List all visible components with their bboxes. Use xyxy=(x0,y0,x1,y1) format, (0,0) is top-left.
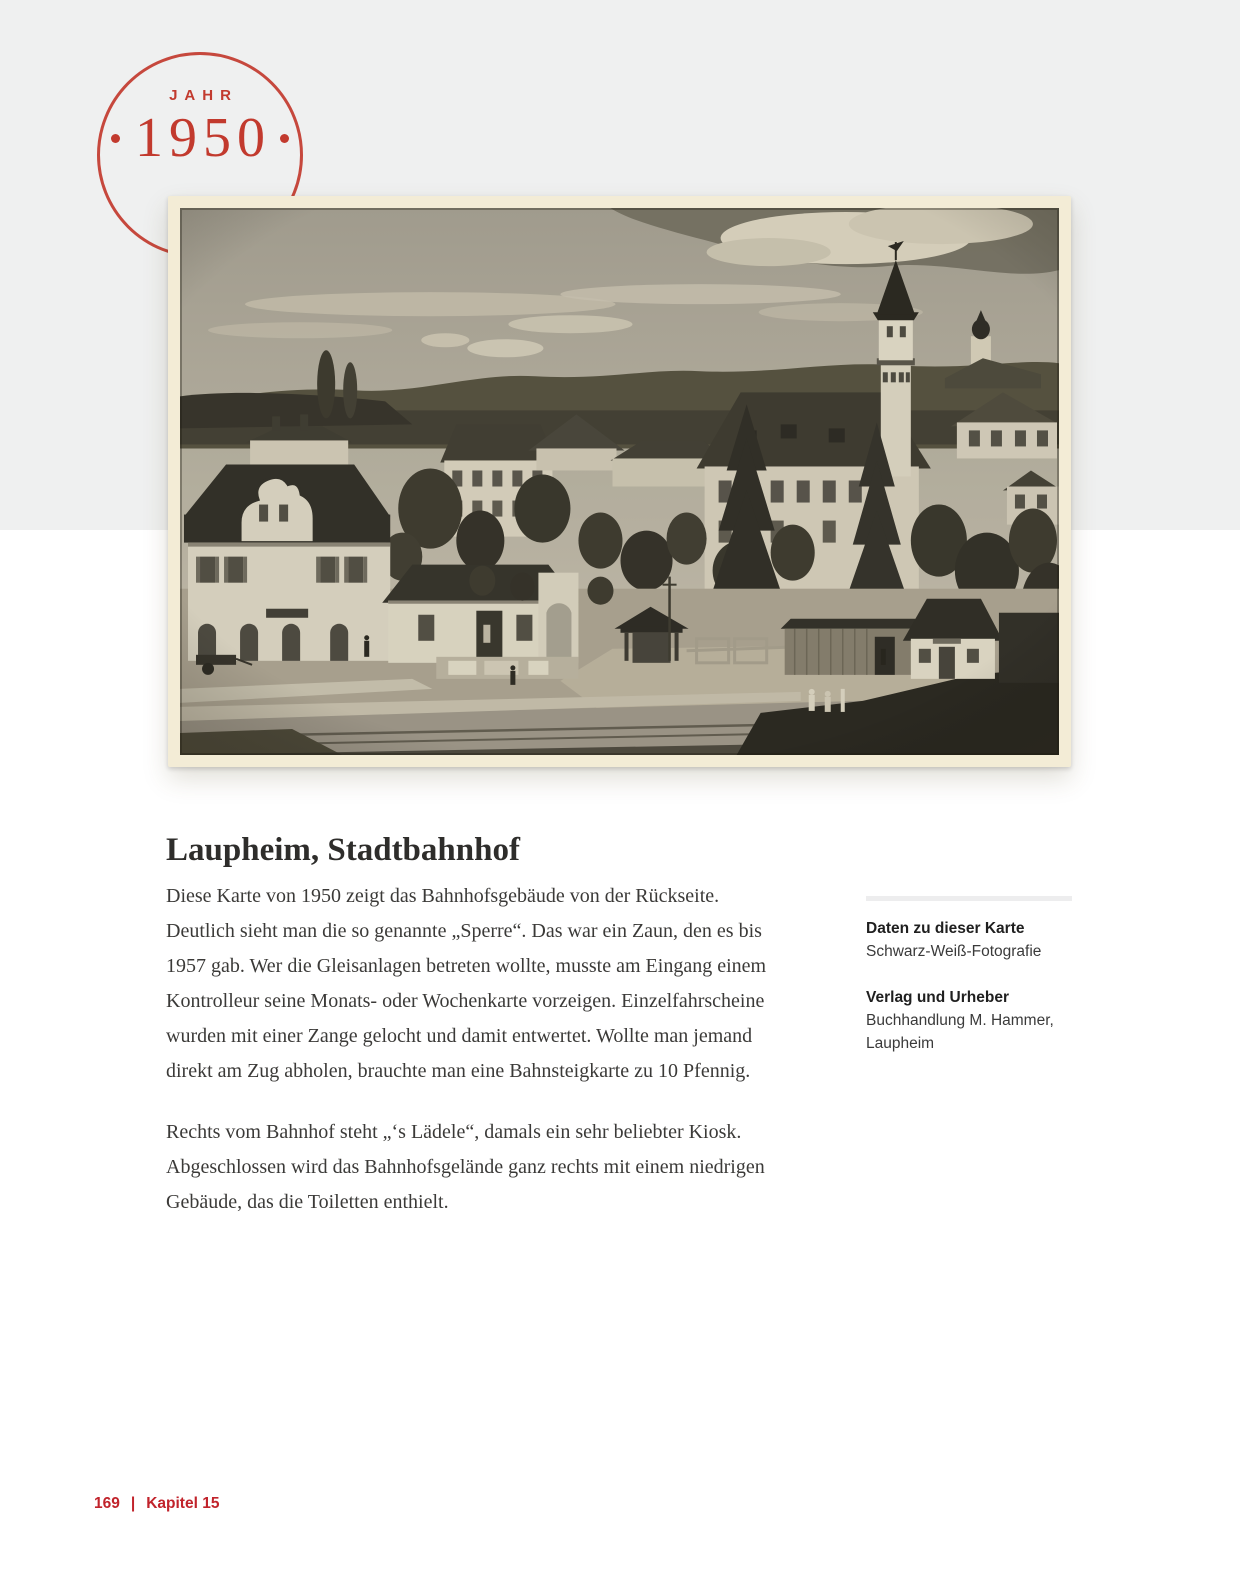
sidebar-heading: Verlag und Urheber xyxy=(866,989,1009,1006)
sidebar-line: Buchhandlung M. Hammer, xyxy=(866,1012,1054,1029)
sidebar-line: Schwarz-Weiß-Fotografie xyxy=(866,943,1042,960)
sidebar-divider xyxy=(866,896,1072,901)
article-paragraph: Rechts vom Bahnhof steht „‘s Lädele“, damals ein sehr beliebter Kiosk. Abgeschlossen wird das Bahnhofsgelände ganz rechts mit einem niedrigen Gebäude, das die Toiletten enthielt. xyxy=(166,1121,765,1213)
page-number: 169 xyxy=(94,1495,120,1512)
metadata-sidebar xyxy=(866,896,1072,1078)
year-stamp-row xyxy=(111,107,289,169)
page-title: Laupheim, Stadtbahnhof xyxy=(166,832,520,869)
year-stamp-label: JAHR xyxy=(169,87,238,104)
historical-photo-illustration xyxy=(180,208,1059,755)
postcard-photo xyxy=(168,196,1071,767)
year-stamp-year: 1950 xyxy=(135,107,271,169)
stamp-dot-left xyxy=(111,134,120,143)
chapter-label: Kapitel 15 xyxy=(146,1495,220,1512)
article-paragraph: Diese Karte von 1950 zeigt das Bahnhofsgebäude von der Rückseite. Deutlich sieht man die so genannte „Sperre“. Das war ein Zaun, den es bis 1957 gab. Wer die Gleisanlagen betreten wollte, musste am Eingang einem Kontrolleur seine Monats- oder Wochenkarte vorzeigen. Einzelfahrscheine wurden mit einer Zange gelocht und damit entwertet. Wollte man jemand direkt am Zug abholen, brauchte man eine Bahnsteigkarte zu 10 Pfennig. xyxy=(166,885,767,1082)
sidebar-heading: Daten zu dieser Karte xyxy=(866,920,1025,937)
page-footer xyxy=(94,1495,219,1513)
sidebar-line: Laupheim xyxy=(866,1035,935,1052)
sidebar-section-publisher xyxy=(866,986,1072,1055)
footer-separator: | xyxy=(130,1495,136,1512)
article-body xyxy=(166,879,790,1246)
stamp-dot-right xyxy=(280,134,289,143)
sidebar-section-card-data xyxy=(866,917,1072,963)
